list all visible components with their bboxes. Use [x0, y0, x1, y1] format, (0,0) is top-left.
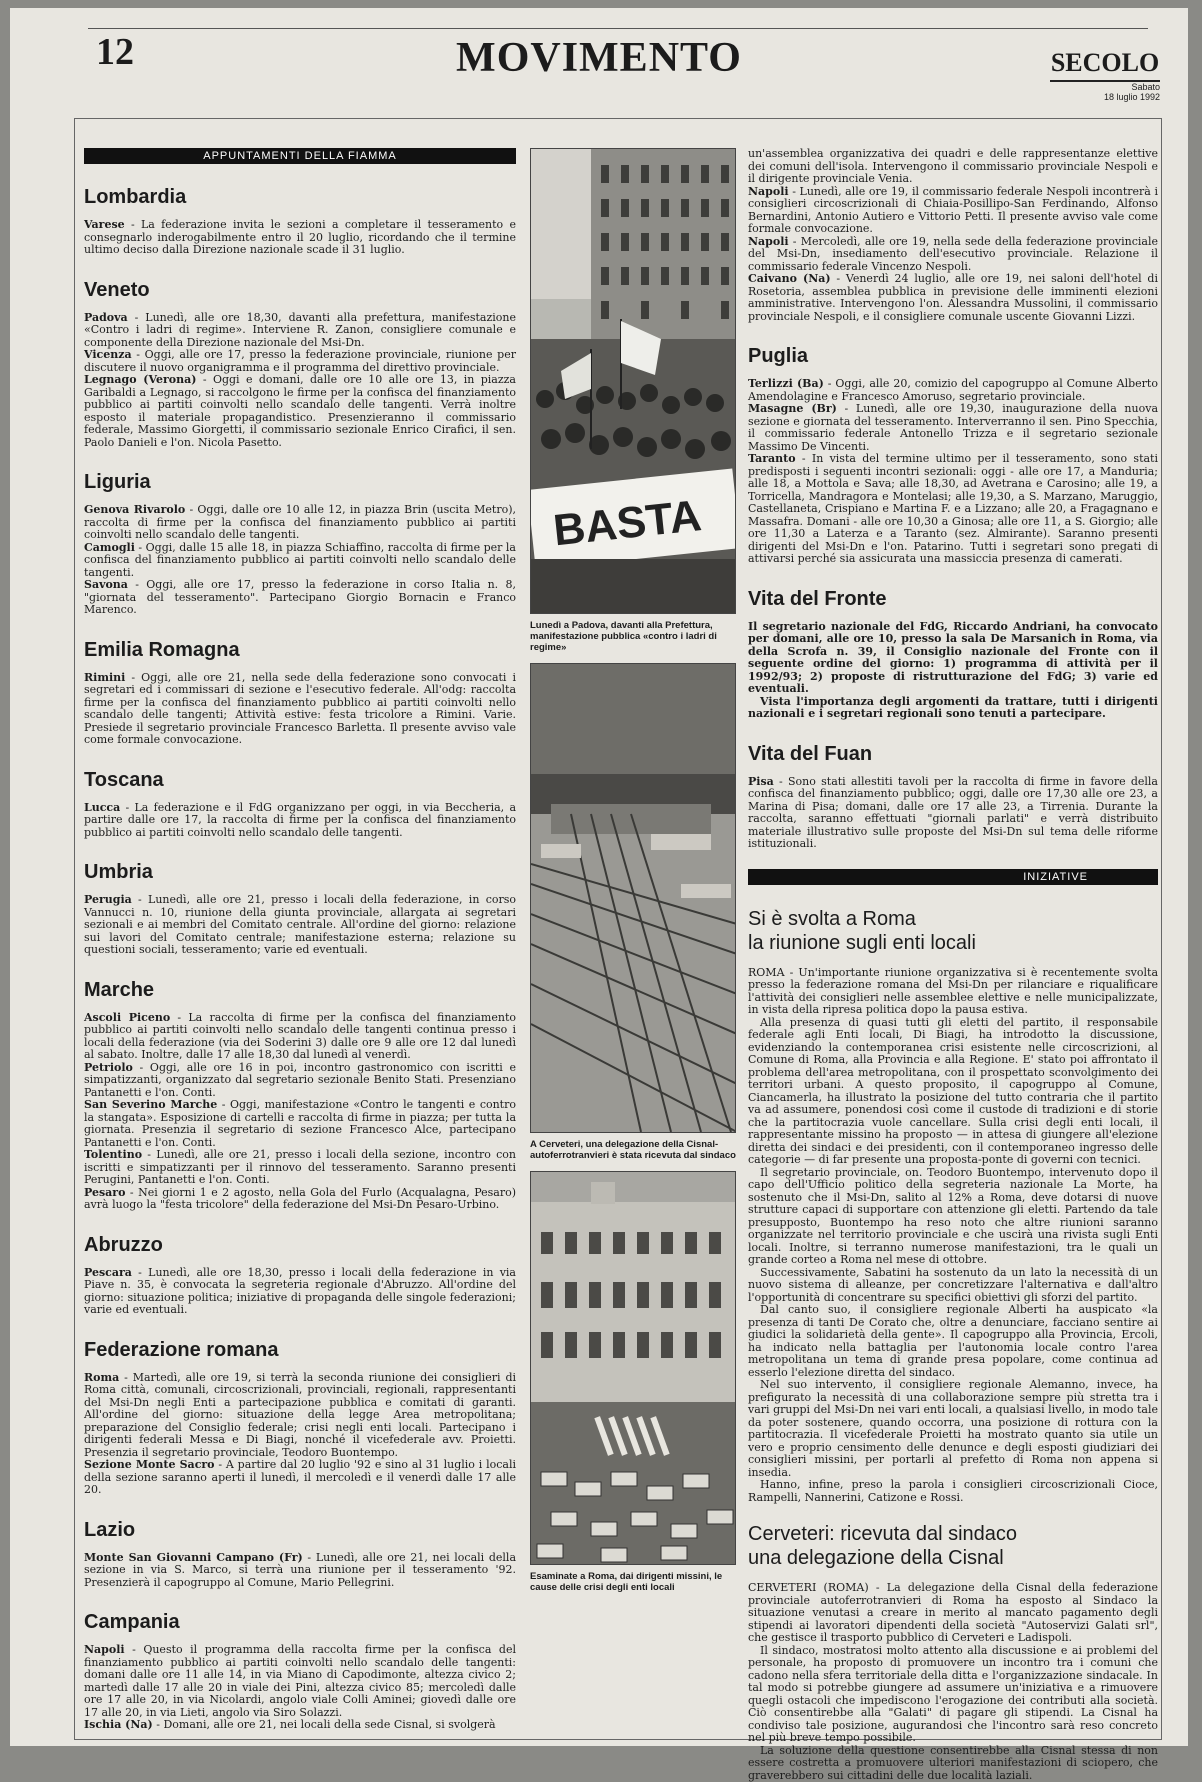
appointment-entry [84, 1372, 516, 1460]
appointment-entry [84, 1644, 516, 1719]
appointments-regions [84, 186, 516, 1732]
appointment-entry [84, 1187, 516, 1212]
photo-caption-cerveteri: A Cerveteri, una delegazione della Cisnal-autoferrotranvieri è stata ricevuta dal sindaco [530, 1139, 736, 1161]
entry-place: Roma [84, 1371, 119, 1384]
entry-list [84, 672, 516, 747]
entry-text: - Oggi, alle ore 17, presso la federazione in corso Italia n. 8, "giornata del tesseramento". Partecipano Giorgio Bornacin e Franco Marenco. [84, 578, 516, 616]
appointment-entry [84, 672, 516, 747]
entry-text: - Oggi, alle ore 21, nella sede della federazione sono convocati i segretari ed i commissari di sezione e l'esecutivo federale. All'odg: raccolta firme per la confisca del finanziamento pubblico ai partiti coinvolti nello scandalo delle tangenti; Attività estive: festa tricolore a Rimini. Varie. Presiede il segretario provinciale Francesco Barletta. Il presente avviso vale come formale convocazione. [84, 671, 516, 747]
article-rome-paragraph: Il segretario provinciale, on. Teodoro Buontempo, intervenuto dopo il capo dell'Ufficio politico della segreteria nazionale La Morte, ha sostenuto che il Msi-Dn, salito al 12% a Roma, deve dotarsi di nuove strutture capaci di supportare con attenzione gli eletti. Partendo da tale presupposto, Buontempo ha reso noto che altre riunioni saranno organizzate nel territorio provinciale e che uscirà una rivista sugli Enti locali. Inoltre, si terranno numerose manifestazioni, tra le quali un grande corteo a Roma nel mese di ottobre. [748, 1167, 1158, 1267]
appointment-entry [748, 148, 1158, 186]
entry-list [84, 894, 516, 957]
photo-column [530, 148, 736, 1593]
appointment-entry [84, 1149, 516, 1187]
entry-text: Il segretario nazionale del FdG, Riccardo Andriani, ha convocato per domani, alle ore 10, presso la sala De Marsanich in Roma, via della Scrofa n. 39, il Consiglio nazionale del Fronte con il seguente ordine del giorno: 1) programma di attività per il 1992/93; 2) proposte di ristrutturazione del FdG; 3) varie ed eventuali. [748, 620, 1158, 696]
region-heading: Vita del Fronte [748, 588, 1158, 611]
entry-text: - Oggi, alle ore 16 in poi, incontro gastronomico con iscritti e simpatizzanti, organizzato dal segretario sezionale Benito Stati. Presenziano Pantanetti e l'on. Conti. [84, 1061, 516, 1099]
entry-place: San Severino Marche [84, 1098, 217, 1111]
region-heading: Vita del Fuan [748, 743, 1158, 766]
entry-text: - Oggi, dalle 15 alle 18, in piazza Schiaffino, raccolta di firme per la confisca del finanziamento pubblico ai partiti coinvolti nello scandalo delle tangenti. [84, 541, 516, 579]
railway-photo [530, 663, 736, 1133]
article-rome-paragraph: Dal canto suo, il consigliere regionale Alberti ha auspicato «la presenza di tanti De Corato che, oltre a denunciare, facciano sentire ai giudici la solidarietà della gente». Il capogruppo alla Provincia, Ercoli, ha indicato nella battaglia per l'autonomia locale contro l'area metropolitana un tema di grande presa popolare, come continua ad esserlo l'elezione diretta del sindaco. [748, 1304, 1158, 1379]
photo-caption-padova: Lunedì a Padova, davanti alla Prefettura, manifestazione pubblica «contro i ladri di regime» [530, 620, 736, 653]
entry-list [748, 776, 1158, 851]
section-title: MOVIMENTO [10, 34, 1188, 82]
region-heading: Lazio [84, 1519, 516, 1542]
entry-place: Pisa [748, 775, 774, 788]
rome-square-image [531, 1172, 736, 1564]
padova-protest-photo [530, 148, 736, 614]
entry-place: Lucca [84, 801, 120, 814]
entry-place: Genova Rivarolo [84, 503, 185, 516]
entry-place: Masagne (Br) [748, 402, 837, 415]
appointment-entry [748, 236, 1158, 274]
entry-list [84, 312, 516, 450]
appointment-entry [84, 894, 516, 957]
entry-place: Padova [84, 311, 128, 324]
region-heading: Abruzzo [84, 1234, 516, 1257]
appointment-entry [748, 696, 1158, 721]
entry-text: - La federazione invita le sezioni a completare il tesseramento e consegnarlo inderogabilmente entro il 20 luglio, ricordando che il termine ultimo deciso dalla Direzione nazionale scade il 31 luglio. [84, 218, 516, 256]
appointment-entry [84, 312, 516, 350]
region-heading: Toscana [84, 769, 516, 792]
entry-text: - Oggi, manifestazione «Contro le tangenti e contro la stangata». Esposizione di cartelli e raccolta di firme in piazza; per tutta la giornata. Presenzia il segretario di sezione Francesco Alce, partecipano Pantanetti e l'on. Conti. [84, 1098, 516, 1149]
entry-text: - Lunedì, alle ore 21, nei locali della sezione in via S. Marco, si terrà una riunione per il tesseramento '92. Presenzierà il capogruppo al Comune, Mario Pellegrini. [84, 1551, 516, 1589]
entry-text: - Oggi e domani, dalle ore 10 alle ore 13, in piazza Garibaldi a Legnago, si raccolgono le firme per la confisca del finanziamento pubblico ai partiti coinvolti nello scandalo delle tangenti. Verrà inoltre esposto il materiale propagandistico. Presenzieranno il commissario federale, Massimo Giorgetti, il commissario sezionale Enrico Cirafici, il sen. Paolo Danieli e l'on. Nicola Pasetto. [84, 373, 516, 449]
entry-list [84, 1372, 516, 1497]
appointment-entry [84, 1099, 516, 1149]
padova-protest-image [531, 149, 736, 613]
article-rome-paragraph: ROMA - Un'importante riunione organizzativa si è recentemente svolta presso la federazione romana del Msi-Dn per rilanciare e riqualificare l'attività dei consiglieri nelle assemblee elettive e nelle municipalizzate, in vista della ripresa politica dopo la pausa estiva. [748, 967, 1158, 1017]
entry-place: Savona [84, 578, 128, 591]
article-rome-headline-line1: Si è svolta a Roma [748, 907, 1158, 931]
entry-text: - La federazione e il FdG organizzano per oggi, in via Beccheria, a partire dalle ore 17, la raccolta di firme per la confisca del finanziamento pubblico ai partiti coinvolti nello scandalo delle tangenti. [84, 801, 516, 839]
appointment-entry [748, 186, 1158, 236]
region-heading: Emilia Romagna [84, 639, 516, 662]
entry-text: - Domani, alle ore 21, nei locali della sede Cisnal, si svolgerà [153, 1718, 496, 1731]
entry-list [84, 1644, 516, 1732]
entry-list [84, 219, 516, 257]
region-heading: Liguria [84, 471, 516, 494]
news-column [748, 148, 1158, 1782]
entry-text: - Mercoledì, alle ore 19, nella sede della federazione provinciale del Msi-Dn, insediamento dell'esecutivo provinciale. Relazione il commissario federale Vincenzo Nespoli. [748, 235, 1158, 273]
entry-place: Terlizzi (Ba) [748, 377, 824, 390]
news-regions [748, 345, 1158, 851]
entry-place: Napoli [748, 235, 789, 248]
appointment-entry [84, 802, 516, 840]
article-cerveteri-body [748, 1582, 1158, 1782]
masthead [1050, 48, 1160, 102]
article-rome-paragraph: Nel suo intervento, il consigliere regionale Alemanno, invece, ha prefigurato la necessità di una collaborazione sempre più stretta tra i vari gruppi del Msi-Dn nei vari enti locali, a qualsiasi livello, in modo tale da poter sostenere, quando occorra, una posizione di rottura con la partitocrazia. Il vicefederale Proietti ha mostrato quanto sia utile un vero e proprio censimento delle denunce e degli esposti giudiziari dei consiglieri missini, per portarli al prefetto di Roma non appena si insedia. [748, 1379, 1158, 1479]
entry-list [748, 378, 1158, 566]
entry-text: Vista l'importanza degli argomenti da trattare, tutti i dirigenti nazionali e i segretari regionali sono tenuti a partecipare. [748, 695, 1158, 721]
entry-text: - Nei giorni 1 e 2 agosto, nella Gola del Furlo (Acqualagna, Pesaro) avrà luogo la "festa tricolore" della federazione del Msi-Dn Pesaro-Urbino. [84, 1186, 516, 1212]
entry-text: - A partire dal 20 luglio '92 e sino al 31 luglio i locali della sezione saranno aperti il lunedì, il mercoledì e il venerdì dalle 17 alle 20. [84, 1458, 516, 1496]
protest-banner-text: BASTA [551, 491, 704, 555]
entry-list [84, 1012, 516, 1212]
entry-text: - Lunedì, alle ore 21, presso i locali della sezione, incontro con iscritti e simpatizzanti per il rinnovo del tesseramento. Saranno presenti Perugini, Pantanetti e l'on. Conti. [84, 1148, 516, 1186]
entry-list [84, 802, 516, 840]
article-rome-paragraph: Successivamente, Sabatini ha sostenuto da un lato la necessità di un nuovo sistema di alleanze, per concretizzare l'alternativa e dall'altro l'opportunità di concentrare su specifici obiettivi gli sforzi del partito. [748, 1267, 1158, 1305]
entry-place: Monte San Giovanni Campano (Fr) [84, 1551, 303, 1564]
entry-place: Napoli [748, 185, 789, 198]
entry-place: Perugia [84, 893, 132, 906]
entry-text: - Martedì, alle ore 19, si terrà la seconda riunione dei consiglieri di Roma città, comunali, circoscrizionali, provinciali, regionali, rappresentanti del Msi-Dn negli Enti a partecipazione pubblica e comitati di garanti. All'ordine del giorno: situazione della legge Area metropolitana; preparazione del Consiglio federale; crisi negli enti locali. Partecipano i dirigenti federali Messa e Di Biagi, nonché il vicefederale avv. Proietti. Presenzia il segretario provinciale, Teodoro Buontempo. [84, 1371, 516, 1459]
appointment-entry [748, 621, 1158, 696]
appointment-entry [748, 776, 1158, 851]
entry-text: - Sono stati allestiti tavoli per la raccolta di firme in favore della confisca del finanziamento pubblico; oggi, dalle ore 17,30 alle ore 23, a Marina di Pisa; domani, dalle ore 17 alle 23, a Tirrenia. Durante la raccolta, saranno effettuati "giornali parlati" e verrà distribuito materiale illustrativo sulle proposte del Msi-Dn sul tema delle riforme istituzionali. [748, 775, 1158, 851]
entry-list [84, 1552, 516, 1590]
region-heading: Federazione romana [84, 1339, 516, 1362]
region-heading: Marche [84, 979, 516, 1002]
entry-place: Sezione Monte Sacro [84, 1458, 215, 1471]
article-cerveteri-paragraph: La soluzione della questione consentirebbe alla Cisnal stessa di non essere costretta a promuovere ulteriori manifestazioni di sciopero, che graverebbero sui cittadini delle due località laziali. [748, 1745, 1158, 1782]
appointment-entry [84, 1552, 516, 1590]
entry-text: - In vista del termine ultimo per il tesseramento, sono stati predisposti i seguenti incontri sezionali: oggi - alle ore 17, a Manduria; alle 18, a Mottola e Sava; alle 18,30, ad Avetrana e Carosino; alle 19, a Torricella, Mandragora e Montelasi; alle 19,30, a S. Marzano, Maruggio, Castellaneta, Crispiano e Martina F. e a Lizzano; alle 20, a Fragagnano e Massafra. Domani - alle ore 10,30 a Ginosa; alle ore 11, a S. Giorgio; alle ore 11,30 a Laterza e a Taranto (sez. Almirante). Saranno presenti dirigenti del Msi-Dn e l'on. Patarino. Tutti i segretari sono pregati di attivarsi perché sia assicurata una massiccia presenza di camerati. [748, 452, 1158, 565]
appointment-entry [84, 1719, 516, 1732]
article-cerveteri-paragraph: Il sindaco, mostratosi molto attento alla discussione e ai problemi del personale, ha proposto di promuovere un incontro tra i comuni che cadono nella sfera territoriale della ditta e l'organizzazione sindacale. In tal modo si potrebbe giungere ad assumere un'iniziativa e a rimuovere quegli ostacoli che impediscono l'erogazione dei contributi alla società. Ciò consentirebbe alla "Galati" di pagare gli stipendi. La Cisnal ha condiviso tale posizione, augurandosi che l'incontro sarà reso concreto nel più breve tempo possibile. [748, 1645, 1158, 1745]
entry-text: - Oggi, alle ore 17, presso la federazione provinciale, riunione per discutere il nuovo organigramma e il programma del direttivo provinciale. [84, 348, 516, 374]
article-cerveteri-paragraph: CERVETERI (ROMA) - La delegazione della Cisnal della federazione provinciale autoferrotranvieri di Roma ha esposto al Sindaco la situazione venutasi a creare in merito al mancato pagamento degli stipendi ai lavoratori dipendenti della società "Autoservizi Galati srl", che gestisce il trasporto pubblico di Cerveteri e Ladispoli. [748, 1582, 1158, 1645]
masthead-date: 18 luglio 1992 [1050, 92, 1160, 102]
appointment-entry [84, 1267, 516, 1317]
article-rome-body [748, 967, 1158, 1505]
entry-place: Legnago (Verona) [84, 373, 196, 386]
entry-place: Petriolo [84, 1061, 133, 1074]
region-heading: Lombardia [84, 186, 516, 209]
entry-place: Rimini [84, 671, 125, 684]
rome-square-photo [530, 1171, 736, 1565]
appointment-entry [748, 273, 1158, 323]
entry-list [748, 621, 1158, 721]
article-rome-headline-line2: la riunione sugli enti locali [748, 931, 1158, 955]
entry-place: Varese [84, 218, 125, 231]
appointment-entry [84, 1012, 516, 1062]
entry-text: - Lunedì, alle ore 19,30, inaugurazione della nuova sezione e giornata del tesseramento. Interverranno il sen. Pino Specchia, il commissario federale Antonello Trizza e il segretario sezionale Massimo De Vincenti. [748, 402, 1158, 453]
header-rule [88, 28, 1148, 29]
article-rome-paragraph: Hanno, infine, preso la parola i consiglieri circoscrizionali Cioce, Rampelli, Nannerini, Catizone e Rossi. [748, 1479, 1158, 1504]
entry-place: Ascoli Piceno [84, 1011, 170, 1024]
region-heading: Veneto [84, 279, 516, 302]
appointment-entry [84, 1062, 516, 1100]
railway-image [531, 664, 736, 1132]
entry-place: Ischia (Na) [84, 1718, 153, 1731]
entry-list [84, 1267, 516, 1317]
appointment-entry [84, 374, 516, 449]
page-number: 12 [96, 30, 134, 74]
entry-text: - Oggi, dalle ore 10 alle 12, in piazza Brin (uscita Metro), raccolta di firme per la confisca del finanziamento pubblico ai partiti coinvolti nello scandalo delle tangenti. [84, 503, 516, 541]
entry-place: Tolentino [84, 1148, 142, 1161]
entry-place: Camogli [84, 541, 135, 554]
appointment-entry [84, 1459, 516, 1497]
region-heading: Campania [84, 1611, 516, 1634]
masthead-day: Sabato [1050, 82, 1160, 92]
appointment-entry [84, 542, 516, 580]
entry-text: un'assemblea organizzativa dei quadri e delle rappresentanze elettive dei comuni dell'isola. Intervengono il commissario provinciale Nespoli e il dirigente provinciale Venia. [748, 147, 1158, 185]
photo-caption-rome: Esaminate a Roma, dai dirigenti missini, le cause delle crisi degli enti locali [530, 1571, 736, 1593]
article-cerveteri-headline-line2: una delegazione della Cisnal [748, 1546, 1158, 1570]
masthead-name: SECOLO [1050, 48, 1160, 82]
continued-appointments [748, 148, 1158, 323]
entry-text: - Lunedì, alle ore 19, il commissario federale Nespoli incontrerà i consiglieri circoscrizionali di Chiaia-Posillipo-San Ferdinando, Alfonso Bernardini, Antonio Autiero e Vittorio Petti. Il presente avviso vale come formale convocazione. [748, 185, 1158, 236]
article-rome-headline [748, 907, 1158, 955]
entry-text: - Oggi, alle 20, comizio del capogruppo al Comune Alberto Amendolagine e Francesco Amoruso, segretario provinciale. [748, 377, 1158, 403]
region-heading: Puglia [748, 345, 1158, 368]
entry-list [84, 504, 516, 617]
entry-text: - Lunedì, alle ore 21, presso i locali della federazione, in corso Vannucci n. 10, riunione della giunta provinciale, allargata ai segretari sezionali e ai membri del Comitato centrale. All'ordine del giorno: relazione sui lavori del Comitato centrale; manifestazione esterna; relazione su questioni sociali, tesseramento; varie ed eventuali. [84, 893, 516, 956]
appointment-entry [748, 378, 1158, 403]
entry-place: Vicenza [84, 348, 132, 361]
entry-text: - Questo il programma della raccolta firme per la confisca del finanziamento pubblico ai partiti coinvolti nello scandalo delle tangenti: domani dalle ore 11 alle 14, in via Miano di Capodimonte, altezza civico 2; martedì dalle 17 alle 20 in viale dei Pini, altezza civico 85; mercoledì dalle ore 17 alle 20, in via Nicolardi, angolo viale Colli Aminei; giovedì dalle ore 17 alle 20, in via Lieti, angolo via Siro Solazzi. [84, 1643, 516, 1719]
entry-place: Pesaro [84, 1186, 125, 1199]
appointment-entry [748, 403, 1158, 453]
initiatives-section-bar: INIZIATIVE [748, 869, 1158, 885]
entry-place: Taranto [748, 452, 796, 465]
entry-place: Pescara [84, 1266, 132, 1279]
appointment-entry [84, 504, 516, 542]
entry-text: - Venerdì 24 luglio, alle ore 19, nei saloni dell'hotel di Rosetoria, assemblea pubblica in previsione delle imminenti elezioni amministrative. Intervengono l'on. Alessandra Mussolini, il commissario provinciale Nespoli, e il consigliere comunale uscente Giovanni Lizzi. [748, 272, 1158, 323]
appointments-section-bar: APPUNTAMENTI DELLA FIAMMA [84, 148, 516, 164]
appointment-entry [84, 579, 516, 617]
appointment-entry [84, 219, 516, 257]
appointments-column [84, 148, 516, 1732]
appointment-entry [84, 349, 516, 374]
region-heading: Umbria [84, 861, 516, 884]
appointment-entry [748, 453, 1158, 566]
entry-text: - La raccolta di firme per la confisca del finanziamento pubblico ai partiti coinvolti nello scandalo delle tangenti continua presso i locali della federazione (via dei Soderini 3) dalle ore 9 alle ore 12 dal lunedì al sabato. Inoltre, dalle 17 alle 18,30 dal lunedì al venerdì. [84, 1011, 516, 1062]
article-cerveteri-headline [748, 1522, 1158, 1570]
article-rome-paragraph: Alla presenza di quasi tutti gli eletti del partito, il responsabile federale agli Enti locali, Di Biagi, ha introdotto la discussione, evidenziando la contemporanea crisi esistente nelle circoscrizioni, al Comune di Roma, alla Provincia e alla Regione. E' stato poi affrontato il problema dell'area metropolitana, con il prospettato sconvolgimento dei territori urbani. A questo proposito, il capogruppo al Comune, Ciancamerla, ha illustrato la posizione del tutto contraria che il partito va ad assumere, ponendosi così come il custode di tradizioni e di storie che la partitocrazia vuole cancellare. Sulla crisi degli enti locali, il rappresentante missino ha proposto — in attesa di giungere all'elezione diretta dei sindaci e dei presidenti, con il contemporaneo ingresso delle categorie — di far presente una proposta-ponte di governi con tecnici. [748, 1017, 1158, 1167]
entry-place: Caivano (Na) [748, 272, 831, 285]
entry-text: - Lunedì, alle ore 18,30, presso i locali della federazione in via Piave n. 35, è convocata la segreteria regionale d'Abruzzo. All'ordine del giorno: situazione politica; iniziative di propaganda delle singole federazioni; varie ed eventuali. [84, 1266, 516, 1317]
entry-text: - Lunedì, alle ore 18,30, davanti alla prefettura, manifestazione «Contro i ladri di regime». Interviene R. Zanon, consigliere comunale e componente della Direzione nazionale del Msi-Dn. [84, 311, 516, 349]
entry-place: Napoli [84, 1643, 125, 1656]
article-cerveteri-headline-line1: Cerveteri: ricevuta dal sindaco [748, 1522, 1158, 1546]
